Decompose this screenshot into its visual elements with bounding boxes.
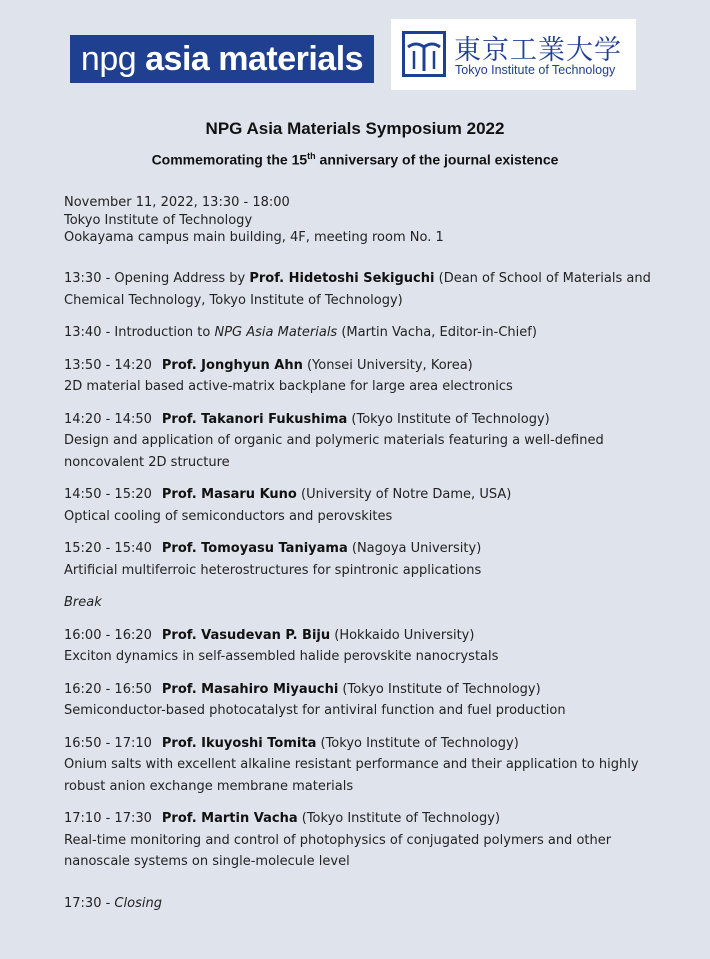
speaker-affiliation: (Nagoya University) [347,541,482,556]
talk-header [64,625,664,647]
break-label: Break [64,595,102,610]
talk-title: Semiconductor-based photocatalyst for antiviral function and fuel production [64,703,566,718]
speaker-affiliation: (Tokyo Institute of Technology) [338,681,541,697]
talk-header [64,679,664,701]
talk-time: 14:50 - 15:20 [64,487,152,502]
talk-title: Real-time monitoring and control of photophysics of conjugated polymers and other nanoscale systems on single-molecule level [64,832,612,869]
speaker-name: Prof. Masaru Kuno [161,487,297,502]
tokyo-tech-english-name: Tokyo Institute of Technology [455,63,616,77]
speaker-name: Prof. Martin Vacha [161,811,298,826]
speaker-name: Prof. Jonghyun Ahn [161,357,303,373]
talk-time: 16:50 - 17:10 [64,735,152,751]
npg-logo-text-bold: asia materials [145,39,364,78]
talk-item [64,733,664,798]
speaker-name: Prof. Takanori Fukushima [161,411,348,427]
talk-time: 16:00 - 16:20 [64,627,152,643]
talk-item [64,679,664,722]
talk-header [64,538,664,560]
talk-title: Onium salts with excellent alkaline resistant performance and their application to highly robust anion exchange membrane materials [64,757,639,794]
talk-title: Exciton dynamics in self-assembled halide perovskite nanocrystals [64,649,499,664]
speaker-name: Prof. Vasudevan P. Biju [161,627,331,643]
npg-asia-materials-logo [70,35,374,83]
page-subtitle: Commemorating the 15th anniversary of the journal existence [151,151,559,168]
npg-logo-text-light: npg [80,39,137,78]
opening-address: 13:30 - Opening Address by Prof. Hidetoshi Sekiguchi (Dean of School of Materials and Chemical Technology, Tokyo Institute of Technology) [64,271,651,308]
talk-item [64,808,664,873]
talk-time: 16:20 - 16:50 [64,681,152,697]
talk-header [64,808,664,830]
journal-name: NPG Asia Materials [214,325,338,340]
talk-item [64,355,664,398]
talk-title: Design and application of organic and polymeric materials featuring a well-defined noncovalent 2D structure [64,433,604,470]
tokyo-tech-japanese-name: 東京工業大学 [454,35,622,66]
talk-title: Artificial multiferroic heterostructures for spintronic applications [64,562,482,578]
talk-title: 2D material based active-matrix backplane for large area electronics [64,379,513,394]
speaker-name: Prof. Hidetoshi Sekiguchi [249,271,435,286]
speaker-name: Prof. Ikuyoshi Tomita [161,735,317,751]
event-info [64,194,444,247]
event-venue: Tokyo Institute of Technology [64,212,253,228]
talk-time: 15:20 - 15:40 [64,541,152,556]
talk-item [64,484,664,527]
talk-header [64,733,664,755]
talk-item [64,625,664,668]
closing: 17:30 - Closing [64,895,162,911]
talk-time: 13:50 - 14:20 [64,357,152,373]
speaker-name: Prof. Masahiro Miyauchi [161,681,339,697]
talk-header [64,355,664,377]
speaker-affiliation: (Tokyo Institute of Technology) [347,411,550,427]
talk-title: Optical cooling of semiconductors and perovskites [64,508,393,524]
talk-time: 17:10 - 17:30 [64,811,152,826]
page-title: NPG Asia Materials Symposium 2022 [205,119,505,138]
talk-header [64,409,664,431]
talk-item [64,538,664,581]
introduction: 13:40 - Introduction to NPG Asia Materials (Martin Vacha, Editor-in-Chief) [64,325,537,340]
talk-time: 14:20 - 14:50 [64,411,152,427]
event-room: Ookayama campus main building, 4F, meeting room No. 1 [64,230,444,245]
tokyo-tech-emblem-icon [402,31,446,77]
program-schedule [64,268,664,925]
speaker-affiliation: (Yonsei University, Korea) [302,357,473,373]
speaker-affiliation: (Tokyo Institute of Technology) [297,811,501,826]
tokyo-tech-logo [391,19,636,90]
event-date-time: November 11, 2022, 13:30 - 18:00 [64,195,290,210]
speaker-name: Prof. Tomoyasu Taniyama [161,541,348,556]
talk-item [64,409,664,474]
talk-header [64,484,664,506]
speaker-affiliation: (Tokyo Institute of Technology) [316,735,519,751]
speaker-affiliation: (Hokkaido University) [330,627,475,643]
speaker-affiliation: (University of Notre Dame, USA) [296,487,512,502]
